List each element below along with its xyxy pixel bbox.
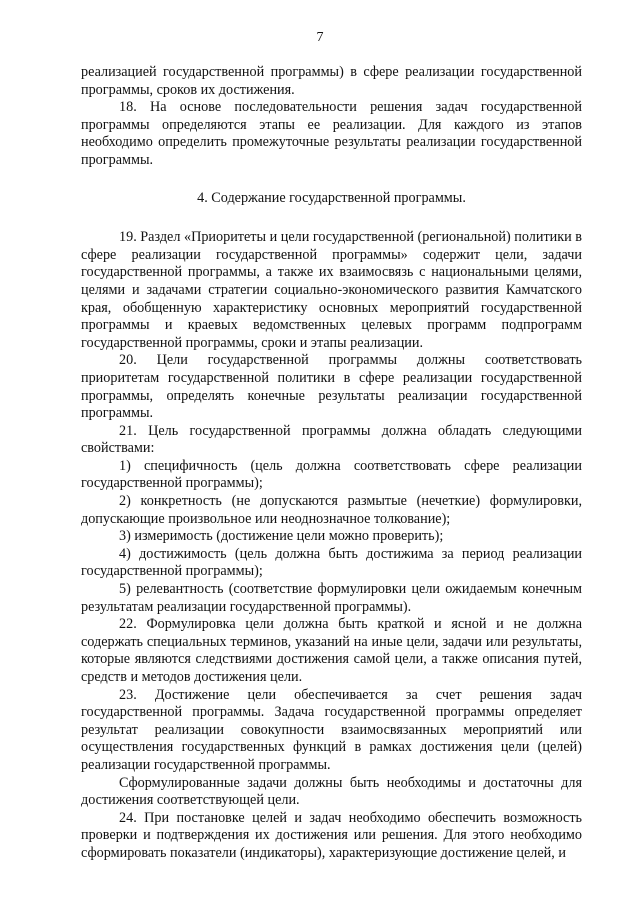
section-heading: 4. Содержание государственной программы. (197, 189, 466, 206)
paragraph-21: 21. Цель государственной программы должна обладать следующими свойствами: (81, 422, 582, 457)
paragraph-20: 20. Цели государственной программы должны соответствовать приоритетам государственной политики в сфере реализации государственной программы, определять конечные результаты реализации государственной программы. (81, 352, 582, 422)
paragraph-18: 18. На основе последовательности решения задач государственной программы определяются этапы ее реализации. Для каждого из этапов необходимо определить промежуточные результаты реализации государственной программы. (81, 99, 582, 168)
paragraph-24: 24. При постановке целей и задач необходимо обеспечить возможность проверки и подтверждения их достижения или решения. Для этого необходимо сформировать показатели (индикаторы), характеризующие достижение целей, и (81, 809, 582, 861)
paragraph-tasks: Сформулированные задачи должны быть необходимы и достаточны для достижения соответствующей цели. (81, 774, 582, 809)
list-item-5: 5) релевантность (соответствие формулировки цели ожидаемым конечным результатам реализации государственной программы). (81, 581, 582, 615)
list-item-1: 1) специфичность (цель должна соответствовать сфере реализации государственной программы); (81, 457, 582, 492)
document-body (81, 64, 582, 863)
list-item-2: 2) конкретность (не допускаются размытые (нечеткие) формулировки, допускающие произвольное или неоднозначное толкование); (81, 493, 582, 527)
paragraph-continuation: реализацией государственной программы) в сфере реализации государственной программы, сроков их достижения. (81, 64, 582, 98)
paragraph-19: 19. Раздел «Приоритеты и цели государственной (региональной) политики в сфере реализации государственной программы» содержит цели, задачи государственной программы, а также их взаимосвязь с национальными целями, целями и задачами стратегии социально-экономического развития Камчатского края, обобщенную характеристику основных мероприятий государственной программы и краевых ведомственных целевых программ подпрограмм государственной программы, сроки и этапы реализации. (81, 229, 582, 351)
page-number: 7 (316, 30, 324, 45)
paragraph-23: 23. Достижение цели обеспечивается за счет решения задач государственной программы. Задача государственной программы определяет результат реализации совокупности взаимосвязанных мероприятий или осуществления государственных функций в рамках достижения цели (целей) реализации государственной программы. (81, 686, 582, 773)
list-item-4: 4) достижимость (цель должна быть достижима за период реализации государственной программы); (81, 545, 582, 580)
list-item-3: 3) измеримость (достижение цели можно проверить); (119, 528, 444, 545)
paragraph-22: 22. Формулировка цели должна быть краткой и ясной и не должна содержать специальных терминов, указаний на иные цели, задачи или результаты, которые являются следствиями достижения самой цели, а также описания путей, средств и методов достижения цели. (81, 616, 582, 685)
